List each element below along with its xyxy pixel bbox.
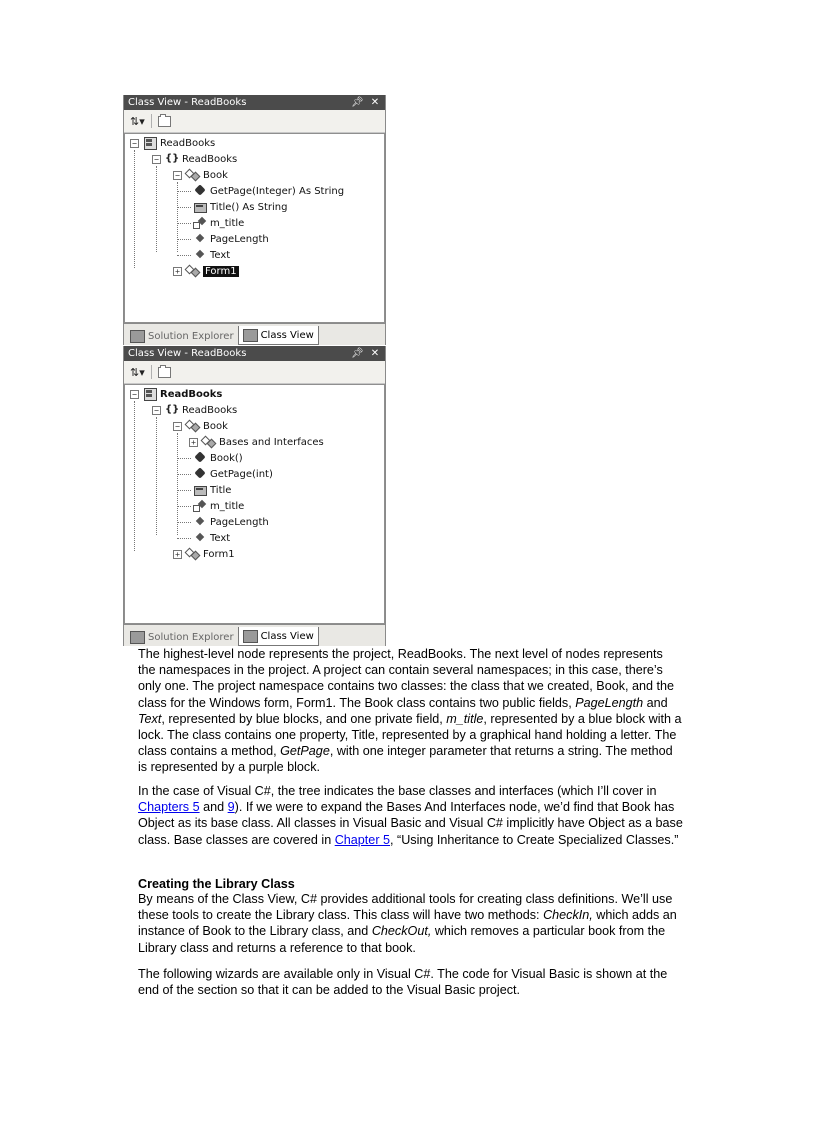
tree-line — [177, 538, 191, 539]
private-field-icon — [193, 500, 207, 512]
tree-line — [156, 417, 157, 535]
namespace-icon: {} — [165, 153, 180, 164]
collapse-icon[interactable]: − — [152, 155, 161, 164]
tree-line — [177, 490, 191, 491]
tab-label: Solution Explorer — [148, 331, 234, 342]
tab-class-view[interactable] — [238, 627, 319, 646]
text-run: ). If we were to expand the Bases And Interfaces node, we’d find that Book has Object as its base class. All classes in Visual Basic and Visual C# implicitly have Object as a base class. Base classes are covered in — [138, 800, 683, 847]
tree-node-class-book[interactable] — [173, 168, 228, 182]
tree-node-label: ReadBooks — [182, 153, 238, 165]
tree-node-bases[interactable] — [189, 435, 324, 449]
close-icon[interactable]: ✕ — [370, 348, 380, 359]
tree-node-project[interactable] — [130, 136, 215, 150]
sort-icon: ⇅ — [130, 365, 140, 379]
link-chapter-5[interactable]: Chapter 5 — [334, 832, 391, 847]
tree-node-method[interactable] — [193, 467, 273, 481]
class-icon — [186, 169, 200, 181]
text-run: The highest-level node represents the project, ReadBooks. The next level of nodes represents the namespaces in the project. A project can contain several namespaces; in this case, there’s only one. The project namespace contains two classes: the class that we created, Book, and the class for the Windows form, Form1. The Book class contains two public fields, — [138, 647, 675, 710]
tree-node-label: PageLength — [210, 233, 269, 245]
tree-node-label: ReadBooks — [160, 137, 216, 149]
close-icon[interactable]: ✕ — [370, 97, 380, 108]
class-view-panel-cs — [123, 346, 386, 646]
tree-line — [177, 191, 191, 192]
tree-node-constructor[interactable] — [193, 451, 243, 465]
tree-node-namespace[interactable] — [152, 152, 237, 166]
paragraph-wizards-note — [138, 966, 683, 998]
panel-tabs — [124, 323, 385, 345]
toolbar-separator — [151, 365, 152, 379]
tree-node-field[interactable] — [193, 531, 230, 545]
tree-node-label: Title — [210, 484, 232, 496]
panel-titlebar — [124, 95, 385, 110]
property-icon — [193, 484, 207, 496]
tree-line — [177, 207, 191, 208]
tree-node-label: Book() — [210, 452, 243, 464]
tree-node-method[interactable] — [193, 184, 344, 198]
tree-node-property[interactable] — [193, 200, 288, 214]
tree-node-field[interactable] — [193, 248, 230, 262]
text-run: , “Using Inheritance to Create Specialized Classes.” — [390, 832, 679, 847]
tree-line — [177, 458, 191, 459]
paragraph-tree-explanation — [138, 646, 683, 776]
new-folder-button[interactable] — [156, 364, 173, 380]
text-emphasis: CheckIn, — [543, 908, 593, 923]
section-heading: Creating the Library Class — [138, 877, 295, 891]
bases-icon — [202, 436, 216, 448]
text-run: which removes a particular book from the Library class and returns a reference to that book. — [138, 924, 666, 955]
project-icon — [143, 388, 157, 400]
tree-line — [156, 166, 157, 252]
tree-node-label: m_title — [210, 217, 245, 229]
link-chapters-5[interactable]: Chapters 5 — [138, 800, 200, 815]
tree-line — [177, 223, 191, 224]
dropdown-arrow-icon: ▾ — [139, 114, 145, 128]
sort-icon: ⇅ — [130, 114, 140, 128]
tab-label: Class View — [260, 329, 314, 341]
tree-node-label: Text — [210, 532, 231, 544]
class-view-panel-vb — [123, 95, 386, 345]
method-icon — [193, 452, 207, 464]
tree-node-field[interactable] — [193, 232, 269, 246]
tree-line — [134, 150, 135, 268]
solution-explorer-icon — [130, 631, 145, 644]
tab-label: Solution Explorer — [148, 632, 234, 643]
pin-icon[interactable]: 📌︎ — [351, 97, 364, 108]
tree-node-namespace[interactable] — [152, 403, 237, 417]
field-icon — [193, 532, 207, 544]
panel-toolbar — [124, 361, 385, 384]
class-view-icon — [243, 329, 258, 342]
class-icon — [186, 265, 200, 277]
tree-line — [177, 474, 191, 475]
tree-node-label: Book — [203, 420, 228, 432]
tree-line — [177, 433, 178, 535]
tree-node-label: ReadBooks — [182, 404, 238, 416]
tree-node-label: PageLength — [210, 516, 269, 528]
text-run: and — [643, 695, 668, 710]
new-folder-icon — [158, 367, 171, 378]
tree-line — [177, 239, 191, 240]
text-emphasis: GetPage — [280, 744, 330, 759]
tree-node-label: Form1 — [203, 548, 235, 560]
panel-tabs — [124, 624, 385, 646]
collapse-icon[interactable]: − — [130, 139, 139, 148]
sort-by-button[interactable] — [128, 364, 147, 380]
panel-title: Class View - ReadBooks — [128, 97, 247, 108]
class-icon — [186, 420, 200, 432]
text-run: which adds an instance of Book to the Library class, and — [138, 908, 677, 939]
tab-solution-explorer[interactable] — [126, 629, 238, 646]
text-run: By means of the Class View, C# provides additional tools for creating class definitions. We’ll use these tools to create the Library class. This class will have two methods: — [138, 892, 673, 923]
project-icon — [143, 137, 157, 149]
tree-node-property[interactable] — [193, 483, 231, 497]
paragraph-library-class — [138, 891, 683, 956]
tree-line — [177, 255, 191, 256]
dropdown-arrow-icon: ▾ — [139, 365, 145, 379]
collapse-icon[interactable]: − — [152, 406, 161, 415]
link-chapter-9[interactable]: 9 — [227, 800, 235, 815]
collapse-icon[interactable]: − — [173, 422, 182, 431]
class-tree — [124, 384, 385, 624]
namespace-icon: {} — [165, 404, 180, 415]
class-view-icon — [243, 630, 258, 643]
expand-icon[interactable]: + — [173, 267, 182, 276]
tree-node-project[interactable] — [130, 387, 222, 401]
pin-icon[interactable]: 📌︎ — [351, 348, 364, 359]
tree-node-field[interactable] — [193, 515, 269, 529]
text-run: and — [199, 800, 228, 815]
method-icon — [193, 468, 207, 480]
tree-node-label: m_title — [210, 500, 245, 512]
tree-node-label: GetPage(int) — [210, 468, 273, 480]
text-emphasis: m_title — [446, 711, 484, 726]
tree-node-private-field[interactable] — [193, 216, 244, 230]
tree-node-class-form[interactable] — [173, 547, 235, 561]
collapse-icon[interactable]: − — [173, 171, 182, 180]
text-emphasis: Text — [138, 711, 162, 726]
expand-icon[interactable]: + — [173, 550, 182, 559]
collapse-icon[interactable]: − — [130, 390, 139, 399]
text-run: In the case of Visual C#, the tree indicates the base classes and interfaces (which I’ll cover in — [138, 784, 657, 798]
tree-node-label: Text — [210, 249, 231, 261]
tree-node-class-book[interactable] — [173, 419, 228, 433]
text-run: , with one integer parameter that returns a string. The method is represented by a purple block. — [138, 744, 673, 775]
field-icon — [193, 233, 207, 245]
tree-node-class-form[interactable] — [173, 264, 239, 278]
tree-node-private-field[interactable] — [193, 499, 244, 513]
text-emphasis: PageLength — [575, 695, 644, 710]
tab-class-view[interactable] — [238, 326, 319, 345]
text-emphasis: CheckOut, — [371, 924, 432, 939]
tree-node-label: Bases and Interfaces — [219, 436, 324, 448]
tree-node-label: GetPage(Integer) As String — [210, 185, 345, 197]
private-field-icon — [193, 217, 207, 229]
tree-node-label: Book — [203, 169, 228, 181]
tree-node-label: ReadBooks — [160, 388, 223, 400]
new-folder-icon — [158, 116, 171, 127]
text-run: The following wizards are available only in Visual C#. The code for Visual Basic is shown at the end of the section so that it can be added to the Visual Basic project. — [138, 967, 668, 998]
class-tree — [124, 133, 385, 323]
panel-title: Class View - ReadBooks — [128, 348, 247, 359]
tree-line — [134, 401, 135, 551]
toolbar-separator — [151, 114, 152, 128]
tree-line — [177, 182, 178, 252]
panel-toolbar — [124, 110, 385, 133]
tab-solution-explorer[interactable] — [126, 328, 238, 345]
tab-label: Class View — [260, 630, 314, 642]
expand-icon[interactable]: + — [189, 438, 198, 447]
sort-by-button[interactable] — [128, 113, 147, 129]
field-icon — [193, 249, 207, 261]
new-folder-button[interactable] — [156, 113, 173, 129]
class-icon — [186, 548, 200, 560]
tree-line — [177, 506, 191, 507]
panel-titlebar — [124, 346, 385, 361]
method-icon — [193, 185, 207, 197]
paragraph-csharp-bases — [138, 783, 683, 848]
property-icon — [193, 201, 207, 213]
tree-node-label: Title() As String — [210, 201, 288, 213]
tree-line — [177, 522, 191, 523]
field-icon — [193, 516, 207, 528]
text-run: , represented by blue blocks, and one private field, — [161, 711, 447, 726]
text-run: , represented by a blue block with a lock. The class contains one property, Title, represented by a graphical hand holding a letter. The class contains a method, — [138, 711, 682, 759]
solution-explorer-icon — [130, 330, 145, 343]
tree-node-label: Form1 — [205, 265, 237, 277]
